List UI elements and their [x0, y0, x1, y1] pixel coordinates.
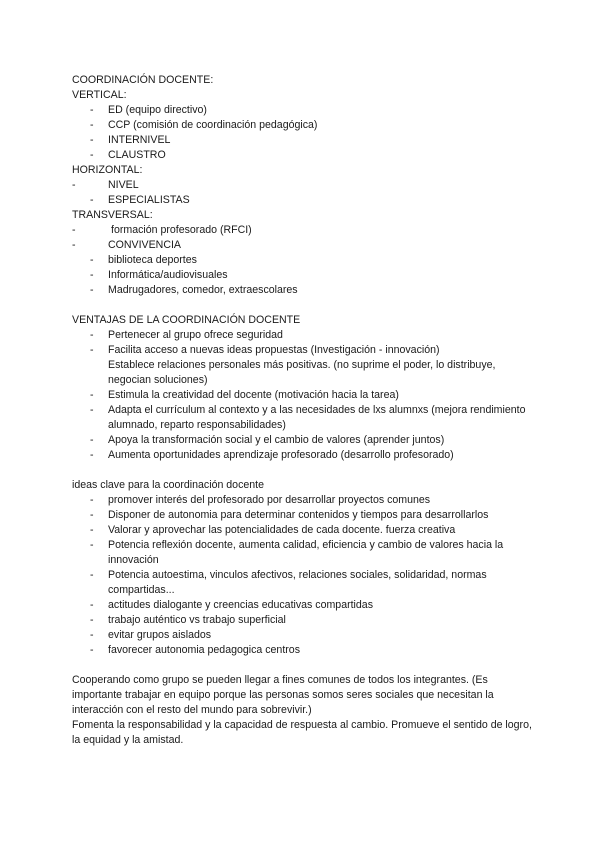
dash-bullet: -: [90, 449, 94, 461]
list-item: - Disponer de autonomia para determinar contenidos y tiempos para desarrollarlos: [90, 509, 489, 521]
list-item: - Apoya la transformación social y el cambio de valores (aprender juntos): [90, 434, 445, 446]
dash-bullet: -: [90, 539, 94, 551]
horizontal-list: [72, 178, 532, 208]
list-item: - ED (equipo directivo): [90, 104, 207, 116]
dash-bullet: -: [90, 524, 94, 536]
dash-bullet: -: [90, 614, 94, 626]
list-item: - Potencia reflexión docente, aumenta calidad, eficiencia y cambio de valores hacia la innovación: [90, 539, 504, 566]
dash-bullet: -: [90, 119, 94, 131]
list-item: - actitudes dialogante y creencias educativas compartidas: [90, 599, 373, 611]
list-item: - Aumenta oportunidades aprendizaje profesorado (desarrollo profesorado): [90, 449, 454, 461]
ventajas-heading: VENTAJAS DE LA COORDINACIÓN DOCENTE: [72, 314, 301, 326]
dash-bullet: -: [72, 224, 76, 236]
list-item: - trabajo auténtico vs trabajo superficial: [90, 614, 286, 626]
document-title: COORDINACIÓN DOCENTE:: [72, 74, 214, 86]
ideas-list: [72, 493, 532, 658]
list-item: - ESPECIALISTAS: [90, 194, 190, 206]
horizontal-heading: HORIZONTAL:: [72, 164, 143, 176]
dash-bullet: -: [90, 269, 94, 281]
list-item: - CONVIVENCIA: [72, 239, 181, 251]
list-item: - Estimula la creatividad del docente (motivación hacia la tarea): [90, 389, 399, 401]
dash-bullet: -: [90, 569, 94, 581]
dash-bullet: -: [90, 194, 94, 206]
dash-bullet: -: [90, 284, 94, 296]
list-item: - formación profesorado (RFCI): [72, 224, 252, 236]
dash-bullet: -: [90, 434, 94, 446]
list-item: - Potencia autoestima, vinculos afectivos, relaciones sociales, solidaridad, normas compartidas...: [90, 569, 487, 596]
list-item: - CLAUSTRO: [90, 149, 166, 161]
list-item: - INTERNIVEL: [90, 134, 171, 146]
list-item: Establece relaciones personales más positivas. (no suprime el poder, lo distribuye, negocian soluciones): [108, 359, 496, 386]
dash-bullet: -: [90, 509, 94, 521]
dash-bullet: -: [90, 389, 94, 401]
dash-bullet: -: [90, 344, 94, 356]
dash-bullet: -: [90, 629, 94, 641]
dash-bullet: -: [90, 149, 94, 161]
closing-paragraph-2: Fomenta la responsabilidad y la capacidad de respuesta al cambio. Promueve el sentido de logro, la equidad y la amistad.: [72, 719, 532, 746]
dash-bullet: -: [90, 329, 94, 341]
dash-bullet: -: [90, 104, 94, 116]
dash-bullet: -: [90, 254, 94, 266]
list-item: - Valorar y aprovechar las potencialidades de cada docente. fuerza creativa: [90, 524, 456, 536]
dash-bullet: -: [72, 179, 76, 191]
dash-bullet: -: [90, 494, 94, 506]
list-item: - Informática/audiovisuales: [90, 269, 228, 281]
vertical-heading: VERTICAL:: [72, 89, 127, 101]
list-item: - favorecer autonomia pedagogica centros: [90, 644, 300, 656]
list-item: - biblioteca deportes: [90, 254, 197, 266]
transversal-heading: TRANSVERSAL:: [72, 209, 153, 221]
closing-paragraph-1: Cooperando como grupo se pueden llegar a fines comunes de todos los integrantes. (Es importante trabajar en equipo porque las personas somos seres sociales que necesitan la interacción con el resto del mundo para sobrevivir.): [72, 674, 494, 716]
list-item: - promover interés del profesorado por desarrollar proyectos comunes: [90, 494, 431, 506]
dash-bullet: -: [72, 239, 76, 251]
list-item: - CCP (comisión de coordinación pedagógica): [90, 119, 318, 131]
document-page: [72, 73, 532, 748]
list-item: - Adapta el currículum al contexto y a las necesidades de lxs alumnxs (mejora rendimiento alumnado, reparto responsabilidades): [90, 404, 526, 431]
list-item: - evitar grupos aislados: [90, 629, 212, 641]
vertical-list: [72, 103, 532, 163]
dash-bullet: -: [90, 644, 94, 656]
ideas-heading: ideas clave para la coordinación docente: [72, 479, 264, 491]
list-item: - NIVEL: [72, 179, 139, 191]
ventajas-list: [72, 328, 532, 463]
transversal-list: [72, 223, 532, 298]
dash-bullet: -: [90, 599, 94, 611]
dash-bullet: -: [90, 134, 94, 146]
list-item: - Facilita acceso a nuevas ideas propuestas (Investigación - innovación): [90, 344, 440, 356]
list-item: - Pertenecer al grupo ofrece seguridad: [90, 329, 283, 341]
list-item: - Madrugadores, comedor, extraescolares: [90, 284, 298, 296]
dash-bullet: -: [90, 404, 94, 416]
